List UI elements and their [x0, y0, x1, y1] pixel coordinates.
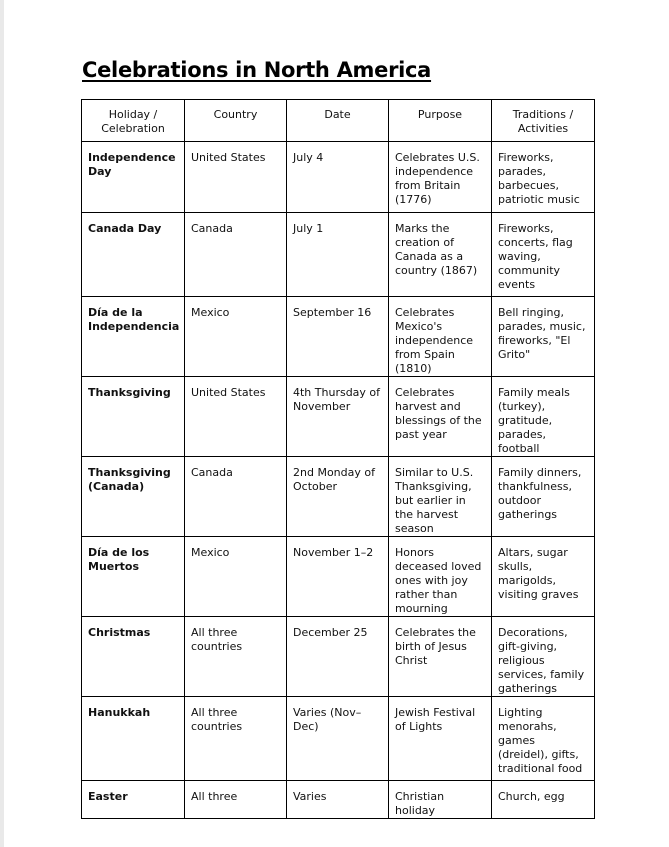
cell-country: Mexico: [185, 537, 287, 617]
cell-country: Canada: [185, 213, 287, 297]
cell-purpose: Jewish Festival of Lights: [389, 697, 492, 781]
cell-holiday: Christmas: [82, 617, 185, 697]
cell-date: November 1–2: [287, 537, 389, 617]
header-holiday: Holiday / Celebration: [82, 100, 185, 142]
document-page: [4, 0, 669, 847]
cell-traditions: Church, egg: [492, 781, 595, 819]
header-country: Country: [185, 100, 287, 142]
cell-date: July 1: [287, 213, 389, 297]
cell-traditions: Fireworks, concerts, flag waving, community events: [492, 213, 595, 297]
cell-date: December 25: [287, 617, 389, 697]
cell-purpose: Celebrates Mexico's independence from Spain (1810): [389, 297, 492, 377]
cell-traditions: Family meals (turkey), gratitude, parades, football: [492, 377, 595, 457]
cell-date: 2nd Monday of October: [287, 457, 389, 537]
header-date: Date: [287, 100, 389, 142]
cell-purpose: Celebrates the birth of Jesus Christ: [389, 617, 492, 697]
cell-holiday: Canada Day: [82, 213, 185, 297]
cell-holiday: Hanukkah: [82, 697, 185, 781]
cell-date: July 4: [287, 142, 389, 213]
table-row: [82, 697, 595, 781]
header-purpose: Purpose: [389, 100, 492, 142]
cell-purpose: Marks the creation of Canada as a country (1867): [389, 213, 492, 297]
cell-country: All three countries: [185, 617, 287, 697]
cell-traditions: Lighting menorahs, games (dreidel), gifts, traditional food: [492, 697, 595, 781]
cell-country: United States: [185, 377, 287, 457]
cell-country: All three: [185, 781, 287, 819]
table-row: [82, 297, 595, 377]
cell-traditions: Family dinners, thankfulness, outdoor gatherings: [492, 457, 595, 537]
table-header-row: [82, 100, 595, 142]
celebrations-table: [81, 99, 595, 819]
cell-country: Mexico: [185, 297, 287, 377]
cell-traditions: Fireworks, parades, barbecues, patriotic music: [492, 142, 595, 213]
cell-date: 4th Thursday of November: [287, 377, 389, 457]
cell-holiday: Thanksgiving: [82, 377, 185, 457]
cell-holiday: Día de los Muertos: [82, 537, 185, 617]
cell-holiday: Thanksgiving (Canada): [82, 457, 185, 537]
cell-traditions: Altars, sugar skulls, marigolds, visiting graves: [492, 537, 595, 617]
cell-purpose: Celebrates harvest and blessings of the past year: [389, 377, 492, 457]
cell-traditions: Bell ringing, parades, music, fireworks, "El Grito": [492, 297, 595, 377]
cell-country: All three countries: [185, 697, 287, 781]
cell-holiday: Easter: [82, 781, 185, 819]
cell-purpose: Celebrates U.S. independence from Britain (1776): [389, 142, 492, 213]
cell-purpose: Honors deceased loved ones with joy rather than mourning: [389, 537, 492, 617]
table-row: [82, 213, 595, 297]
table-row: [82, 781, 595, 819]
cell-country: United States: [185, 142, 287, 213]
page-title: Celebrations in North America: [82, 58, 432, 82]
cell-date: Varies (Nov–Dec): [287, 697, 389, 781]
table-row: [82, 377, 595, 457]
cell-date: September 16: [287, 297, 389, 377]
table-row: [82, 617, 595, 697]
cell-holiday: Día de la Independencia: [82, 297, 185, 377]
cell-holiday: Independence Day: [82, 142, 185, 213]
cell-purpose: Similar to U.S. Thanksgiving, but earlier in the harvest season: [389, 457, 492, 537]
cell-purpose: Christian holiday: [389, 781, 492, 819]
table-row: [82, 142, 595, 213]
table-row: [82, 457, 595, 537]
cell-date: Varies: [287, 781, 389, 819]
cell-country: Canada: [185, 457, 287, 537]
table-row: [82, 537, 595, 617]
header-traditions: Traditions / Activities: [492, 100, 595, 142]
cell-traditions: Decorations, gift-giving, religious services, family gatherings: [492, 617, 595, 697]
